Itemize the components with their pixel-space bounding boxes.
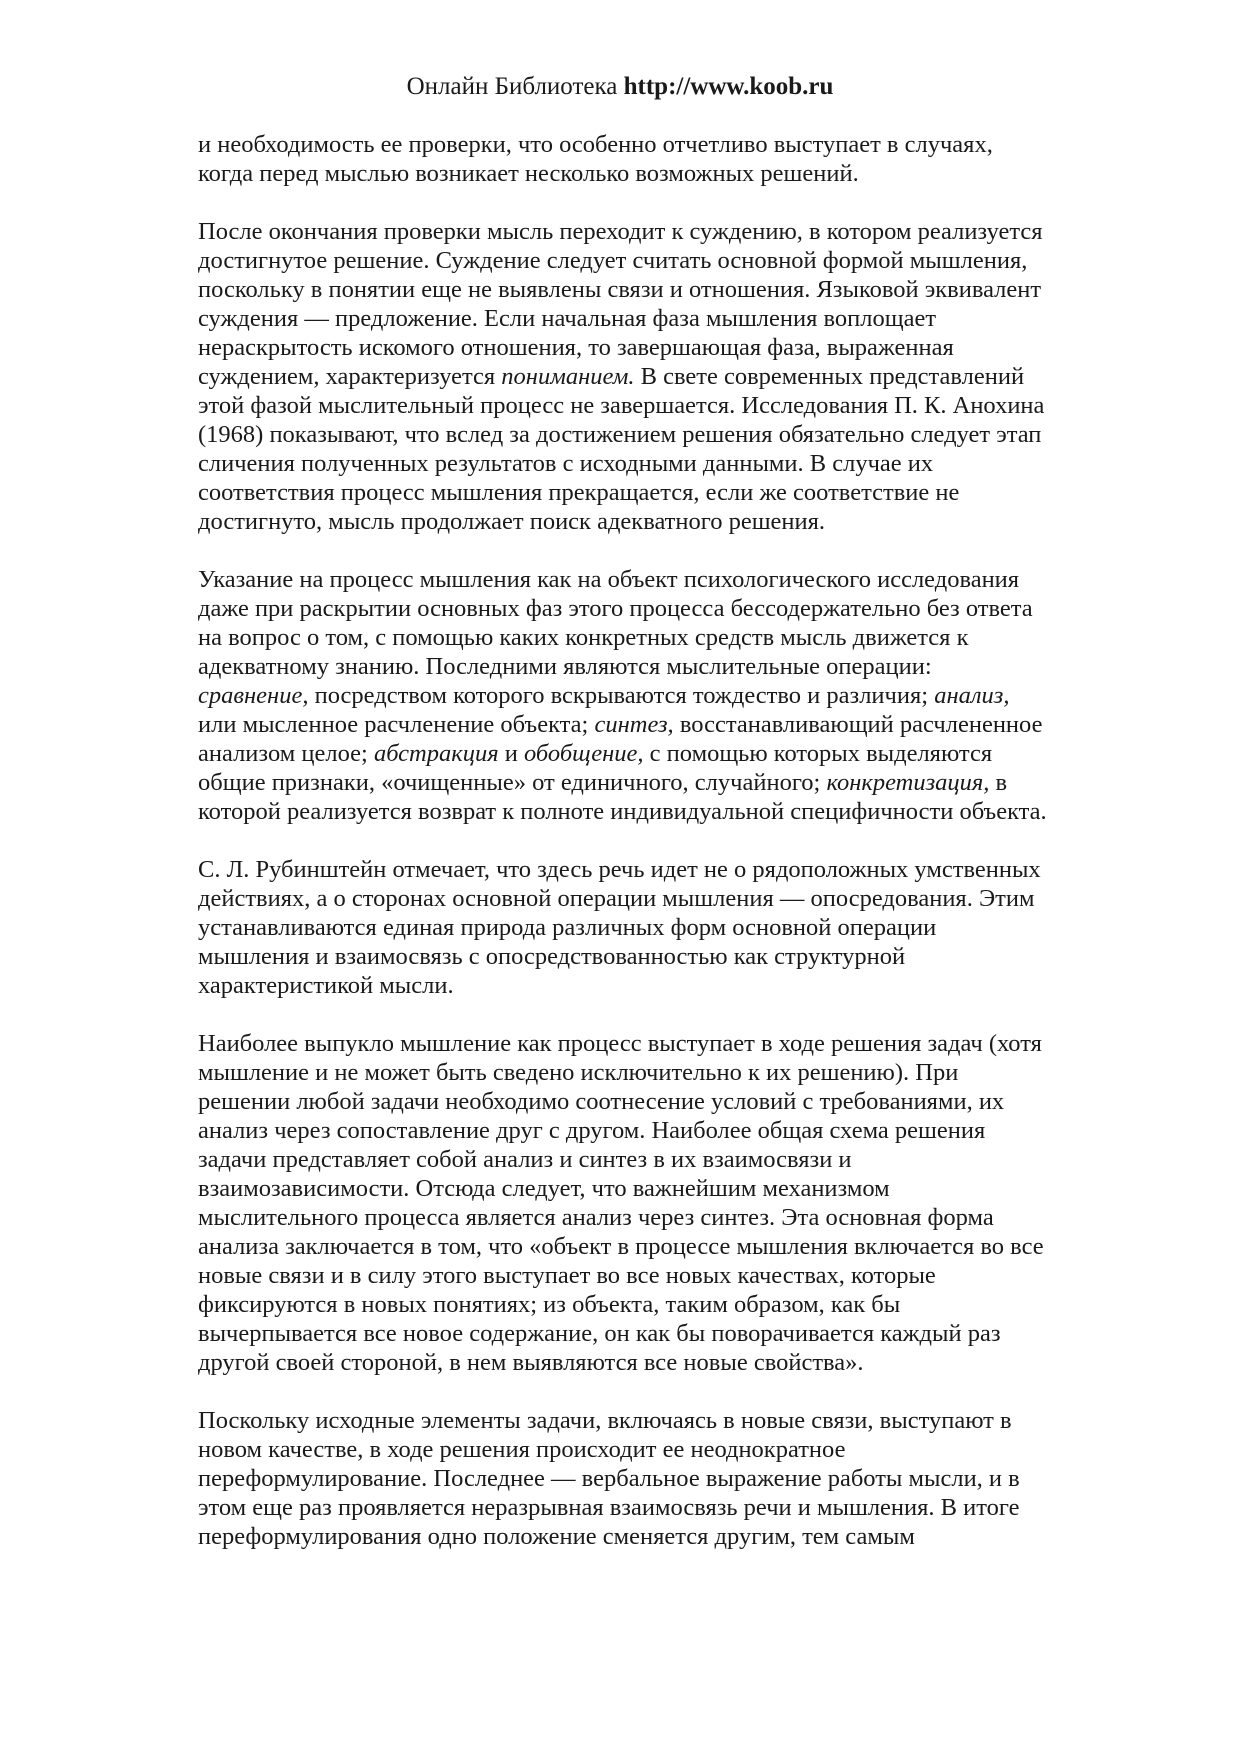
text-run: восстанавливающий расчлененное анализом целое; (198, 711, 1043, 767)
emphasized-term: конкретизация, (826, 769, 990, 796)
emphasized-term: сравнение, (198, 682, 309, 709)
text-run: С. Л. Рубинштейн отмечает, что здесь речь идет не о рядоположных умственных действиях, а о сторонах основной операции мышления — опосредования. Этим устанавливаются единая природа различных форм основной операции мышления и взаимосвязь с опосредствованностью как структурной характеристикой мысли. (198, 856, 1041, 999)
paragraph (198, 565, 1048, 826)
text-run: и необходимость ее проверки, что особенно отчетливо выступает в случаях, когда перед мыслью возникает несколько возможных решений. (198, 131, 993, 187)
emphasized-term: анализ, (934, 682, 1010, 709)
page-header (0, 72, 1240, 102)
text-run: в которой реализуется возврат к полноте индивидуальной специфичности объекта. (198, 769, 1047, 825)
text-run: и (498, 740, 524, 767)
text-run: Наиболее выпукло мышление как процесс выступает в ходе решения задач (хотя мышление и не может быть сведено исключительно к их решению). При решении любой задачи необходимо соотнесение условий с требованиями, их анализ через сопоставление друг с другом. Наиболее общая схема решения задачи представляет собой анализ и синтез в их взаимосвязи и взаимозависимости. Отсюда следует, что важнейшим механизмом мыслительного процесса является анализ через синтез. Эта основная форма анализа заключается в том, что «объект в процессе мышления включается во все новые связи и в силу этого выступает во все новых качествах, которые фиксируются в новых понятиях; из объекта, таким образом, как бы вычерпывается все новое содержание, он как бы поворачивается каждый раз другой своей стороной, в нем выявляются все новые свойства». (198, 1030, 1044, 1376)
library-label: Онлайн Библиотека (406, 73, 618, 100)
text-run: Поскольку исходные элементы задачи, включаясь в новые связи, выступают в новом качестве, в ходе решения происходит ее неоднократное переформулирование. Последнее — вербальное выражение работы мысли, и в этом еще раз проявляется неразрывная взаимосвязь речи и мышления. В итоге переформулирования одно положение сменяется другим, тем самым (198, 1407, 1020, 1550)
emphasized-term: абстракция (373, 740, 499, 767)
emphasized-term: пониманием. (501, 363, 635, 390)
library-url-link[interactable]: http://www.koob.ru (623, 73, 834, 100)
body-text (198, 130, 1048, 1551)
paragraph (198, 1029, 1048, 1377)
text-run: или мысленное расчленение объекта; (198, 711, 595, 738)
text-run: посредством которого вскрываются тождество и различия; (308, 682, 935, 709)
text-run: Указание на процесс мышления как на объект психологического исследования даже при раскрытии основных фаз этого процесса бессодержательно без ответа на вопрос о том, с помощью каких конкретных средств мысль движется к адекватному знанию. Последними являются мыслительные операции: (198, 566, 1033, 680)
paragraph (198, 130, 1048, 188)
text-run: с помощью которых выделяются общие признаки, «очищенные» от единичного, случайного; (198, 740, 993, 796)
emphasized-term: обобщение, (523, 740, 644, 767)
paragraph (198, 1406, 1048, 1551)
text-run: В свете современных представлений этой фазой мыслительный процесс не завершается. Исследования П. К. Анохина (1968) показывают, что вслед за достижением решения обязательно следует этап сличения полученных результатов с исходными данными. В случае их соответствия процесс мышления прекращается, если же соответствие не достигнуто, мысль продолжает поиск адекватного решения. (198, 363, 1045, 535)
text-run: После окончания проверки мысль переходит к суждению, в котором реализуется достигнутое решение. Суждение следует считать основной формой мышления, поскольку в понятии еще не выявлены связи и отношения. Языковой эквивалент суждения — предложение. Если начальная фаза мышления воплощает нераскрытость искомого отношения, то завершающая фаза, выраженная суждением, характеризуется (198, 218, 1043, 390)
paragraph (198, 217, 1048, 536)
emphasized-term: синтез, (594, 711, 674, 738)
paragraph (198, 855, 1048, 1000)
